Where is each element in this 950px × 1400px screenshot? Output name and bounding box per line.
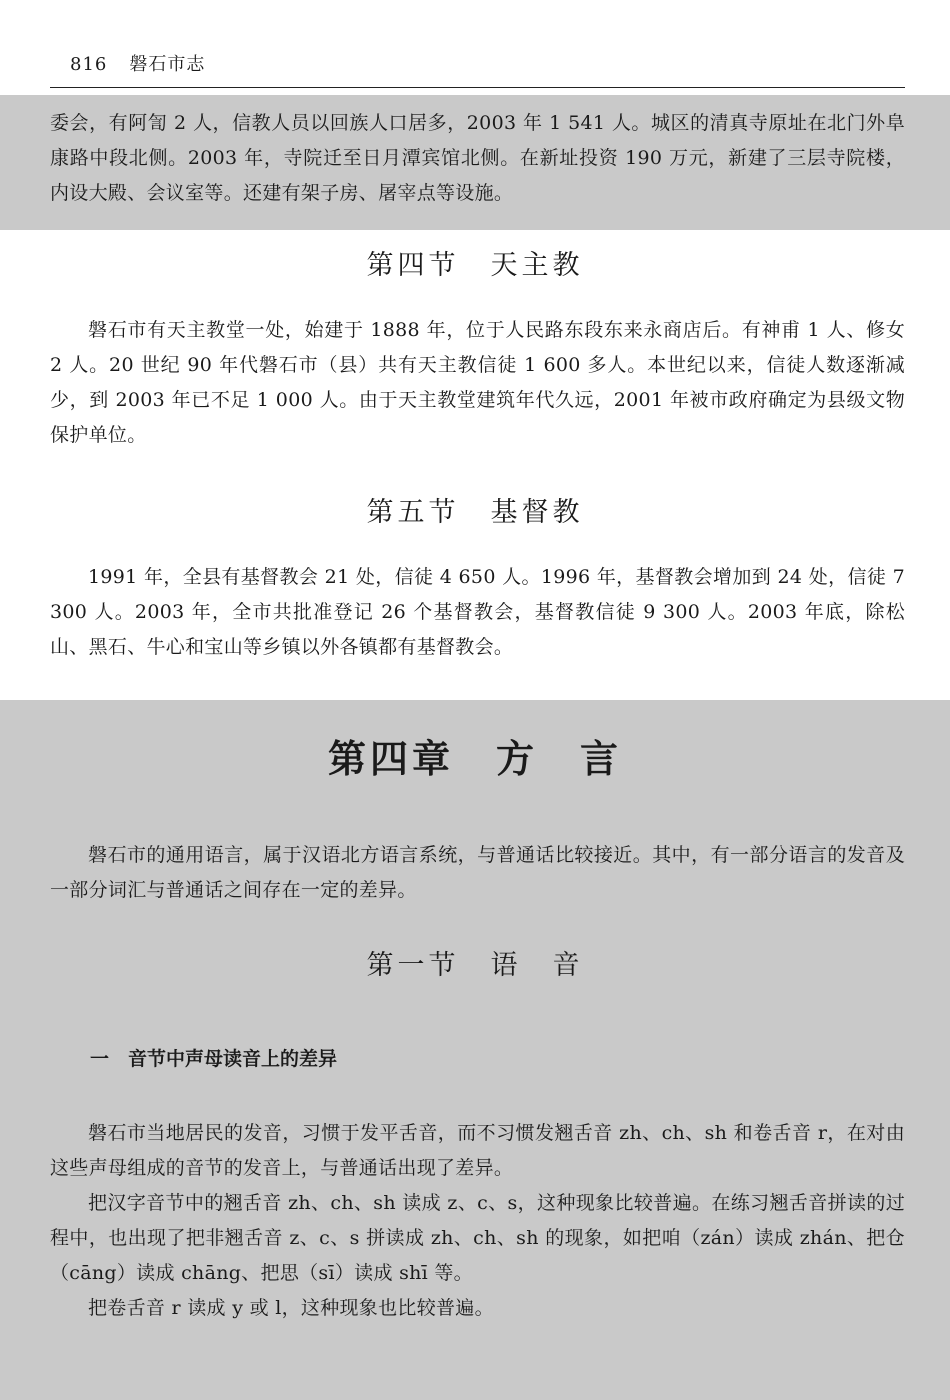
section1-paragraph-2: 把汉字音节中的翘舌音 zh、ch、sh 读成 z、c、s，这种现象比较普遍。在练习翘舌音拼读的过程中，也出现了把非翘舌音 z、c、s 拼读成 zh、ch、sh 的现象，如把咱（zán）读成 zhán、把仓（cāng）读成 chāng、把思（sī）读成 shī 等。 <box>50 1192 905 1284</box>
section5-paragraph: 1991 年，全县有基督教会 21 处，信徒 4 650 人。1996 年，基督教会增加到 24 处，信徒 7 300 人。2003 年，全市共批准登记 26 个基督教会，基督教信徒 9 300 人。2003 年底，除松山、黑石、牛心和宝山等乡镇以外各镇都有基督教会。 <box>50 566 905 658</box>
top-paragraph-block <box>50 106 905 211</box>
section1-subheading: 一 音节中声母读音上的差异 <box>90 1048 338 1070</box>
section1-paragraph-1: 磐石市当地居民的发音，习惯于发平舌音，而不习惯发翘舌音 zh、ch、sh 和卷舌音 r，在对由这些声母组成的音节的发音上，与普通话出现了差异。 <box>50 1122 905 1179</box>
chapter-intro-body <box>50 838 905 908</box>
section5-body <box>50 560 905 665</box>
section1-paragraph-3: 把卷舌音 r 读成 y 或 l，这种现象也比较普遍。 <box>88 1297 494 1319</box>
section5-title: 第五节 基督教 <box>366 497 584 528</box>
chapter-title: 第四章 方 言 <box>327 736 622 781</box>
header-rule <box>50 87 905 88</box>
section4-paragraph: 磐石市有天主教堂一处，始建于 1888 年，位于人民路东段东来永商店后。有神甫 1 人、修女 2 人。20 世纪 90 年代磐石市（县）共有天主教信徒 1 600 多人。本世纪以来，信徒人数逐渐减少，到 2003 年已不足 1 000 人。由于天主教堂建筑年代久远，2001 年被市政府确定为县级文物保护单位。 <box>50 319 905 446</box>
page-header <box>70 50 205 76</box>
top-paragraph: 委会，有阿訇 2 人，信教人员以回族人口居多，2003 年 1 541 人。城区的清真寺原址在北门外阜康路中段北侧。2003 年，寺院迁至日月潭宾馆北侧。在新址投资 190 万元，新建了三层寺院楼，内设大殿、会议室等。还建有架子房、屠宰点等设施。 <box>50 112 905 204</box>
chapter-intro: 磐石市的通用语言，属于汉语北方语言系统，与普通话比较接近。其中，有一部分语言的发音及一部分词汇与普通话之间存在一定的差异。 <box>50 844 905 901</box>
section1-body <box>50 1116 905 1326</box>
page-number: 816 <box>70 54 108 75</box>
section4-body <box>50 313 905 453</box>
section1-title: 第一节 语 音 <box>366 950 584 981</box>
section4-title: 第四节 天主教 <box>366 250 584 281</box>
book-title: 磐石市志 <box>129 54 206 75</box>
